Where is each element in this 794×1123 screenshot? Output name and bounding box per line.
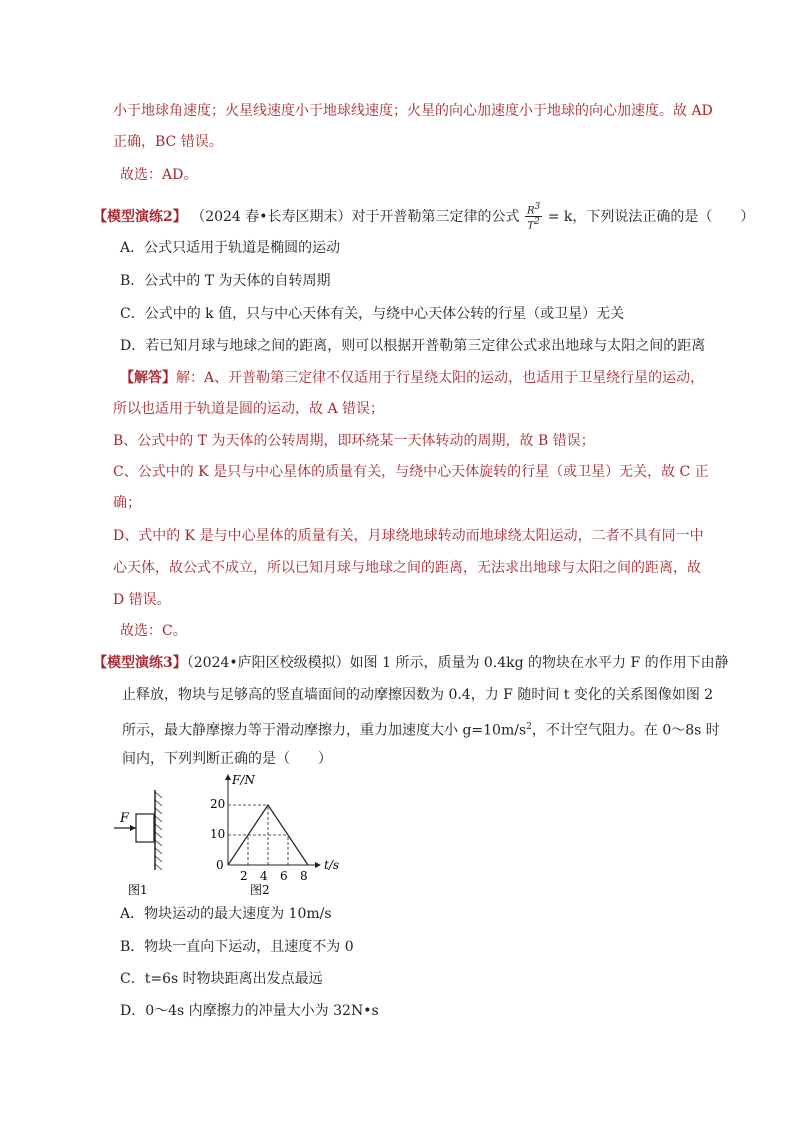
q2-solution-line8: D 错误。 xyxy=(113,592,171,608)
formula-numerator: R xyxy=(527,205,535,217)
formula-denominator-exp: 2 xyxy=(534,217,540,228)
y-tick-20: 20 xyxy=(210,797,226,811)
q2-solution-line2: 所以也适用于轨道是圆的运动，故 A 错误； xyxy=(113,401,385,417)
x-tick-4: 4 xyxy=(260,869,268,883)
q2-solution-l1: 解：A、开普勒第三定律不仅适用于行星绕太阳的运动，也适用于卫星绕行星的运动， xyxy=(176,370,705,386)
q2-solution-line3: B、公式中的 T 为天体的公转周期，即环绕某一天体转动的周期，故 B 错误； xyxy=(113,433,595,449)
formula-denominator: T xyxy=(527,220,535,232)
prev-solution-answer: 故选：AD。 xyxy=(120,167,198,183)
q3-figures xyxy=(112,770,362,900)
y-axis-label: F/N xyxy=(232,773,255,787)
q2-option-d: D．若已知月球与地球之间的距离，则可以根据开普勒第三定律公式求出地球与太阳之间的距离 xyxy=(120,338,706,354)
x-tick-6: 6 xyxy=(280,869,288,883)
figure-1 xyxy=(114,790,162,897)
q3-l3b: ，不计空气阻力。在 0～8s 时 xyxy=(531,722,720,739)
q3-option-d: D．0～4s 内摩擦力的冲量大小为 32N•s xyxy=(120,1003,379,1019)
block xyxy=(136,814,154,842)
q2-solution-answer: 故选：C。 xyxy=(120,623,187,639)
x-axis-label: t/s xyxy=(324,858,340,872)
q2-option-b: B．公式中的 T 为天体的自转周期 xyxy=(120,273,331,289)
q3-stem-line1 xyxy=(93,654,729,672)
x-axis-arrow xyxy=(315,862,321,868)
figure-2 xyxy=(210,773,339,897)
q2-tag: 【模型演练2】 xyxy=(93,208,187,225)
q3-tag: 【模型演练3】 xyxy=(93,655,187,671)
prev-solution-line2: 正确，BC 错误。 xyxy=(113,134,223,150)
wall-hatching xyxy=(155,792,162,870)
q3-stem-line3 xyxy=(122,718,720,740)
x-tick-8: 8 xyxy=(300,869,308,883)
prev-solution-line1: 小于地球角速度；火星线速度小于地球线速度；火星的向心加速度小于地球的向心加速度。故 AD xyxy=(113,103,713,119)
q2-solution-line7: 心天体，故公式不成立，所以已知月球与地球之间的距离，无法求出地球与太阳之间的距离，故 xyxy=(113,560,701,576)
fig1-caption: 图1 xyxy=(128,883,148,897)
q3-option-c: C．t=6s 时物块距离出发点最远 xyxy=(120,971,323,987)
y-axis-arrow xyxy=(225,774,231,780)
q3-stem-line4: 间内，下列判断正确的是（ ） xyxy=(122,751,332,767)
force-arrow-head xyxy=(130,825,136,831)
chart-marks xyxy=(228,805,308,865)
x-tick-2: 2 xyxy=(240,869,248,883)
formula-rhs: = k，下列说法正确的是（ ） xyxy=(547,208,755,225)
formula-numerator-exp: 3 xyxy=(534,202,541,212)
q3-option-a: A．物块运动的最大速度为 10m/s xyxy=(120,906,332,922)
q2-solution-line5: 确； xyxy=(113,495,141,511)
q2-solution-line1 xyxy=(120,369,704,387)
q3-l3-sup: 2 xyxy=(526,722,532,732)
q2-option-a: A．公式只适用于轨道是椭圆的运动 xyxy=(120,240,341,256)
kepler-formula xyxy=(525,202,542,232)
q2-option-c: C．公式中的 k 值，只与中心天体有关，与绕中心天体公转的行星（或卫星）无关 xyxy=(120,306,625,322)
fig2-caption: 图2 xyxy=(250,883,270,897)
q2-solution-line6: D、式中的 K 是与中心星体的质量有关，月球绕地球转动而地球绕太阳运动，二者不具有同一中 xyxy=(113,528,704,544)
q2-stem xyxy=(93,202,754,232)
q3-l3a: 所示，最大静摩擦力等于滑动摩擦力，重力加速度大小 g=10m/s xyxy=(122,722,527,739)
q3-option-b: B．物块一直向下运动，且速度不为 0 xyxy=(120,939,354,955)
q2-solution-line4: C、公式中的 K 是只与中心星体的质量有关，与绕中心天体旋转的行星（或卫星）无关，故 C 正 xyxy=(113,464,709,480)
fig1-force-label: F xyxy=(120,811,130,826)
q3-stem-line2: 止释放，物块与足够高的竖直墙面间的动摩擦因数为 0.4，力 F 随时间 t 变化的关系图像如图 2 xyxy=(122,687,714,703)
y-tick-0: 0 xyxy=(216,858,224,872)
q2-source: （2024 春•长寿区期末）对于开普勒第三定律的公式 xyxy=(191,208,520,225)
solution-tag: 【解答】 xyxy=(120,370,176,386)
q3-l1: （2024•庐阳区校级模拟）如图 1 所示，质量为 0.4kg 的物块在水平力 F 的作用下由静 xyxy=(186,655,729,671)
y-tick-10: 10 xyxy=(210,827,226,841)
